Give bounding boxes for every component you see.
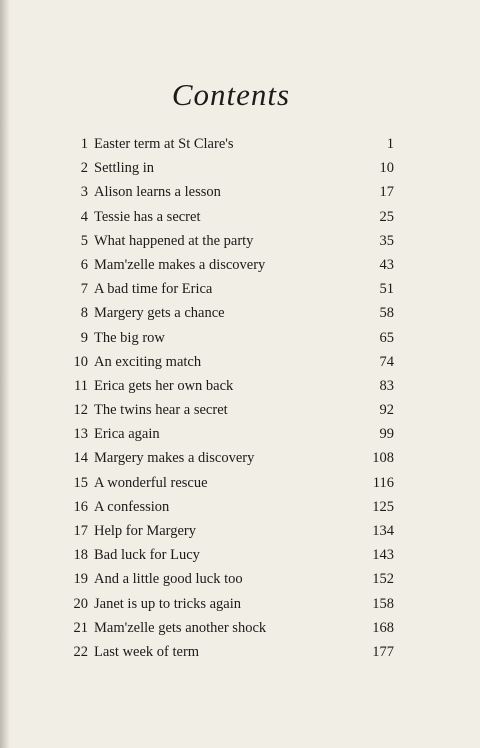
page-number: 116 <box>372 474 394 491</box>
chapter-title: Janet is up to tricks again <box>94 595 241 612</box>
toc-entry <box>60 180 394 204</box>
chapter-title: A confession <box>94 498 170 515</box>
toc-entry <box>60 205 394 229</box>
chapter-number: 8 <box>80 305 88 322</box>
chapter-title: Easter term at St Clare's <box>94 136 234 152</box>
page-number: 108 <box>372 450 394 467</box>
page-number: 43 <box>379 256 394 273</box>
chapter-title: A wonderful rescue <box>94 474 208 491</box>
chapter-title: A bad time for Erica <box>94 281 213 298</box>
toc-entry <box>60 495 394 519</box>
page-number: 168 <box>372 619 394 636</box>
chapter-title: Mam'zelle makes a discovery <box>94 256 266 273</box>
chapter-number: 19 <box>73 571 88 588</box>
page-number: 51 <box>379 281 394 298</box>
toc-entry <box>60 640 394 664</box>
toc-entry <box>60 132 394 156</box>
chapter-title: Mam'zelle gets another shock <box>94 619 267 636</box>
toc-entry <box>60 519 394 543</box>
page-number: 65 <box>379 329 394 346</box>
chapter-number: 9 <box>80 329 88 346</box>
page-number: 92 <box>379 402 394 419</box>
chapter-number: 14 <box>73 450 88 467</box>
toc-entry <box>60 156 394 180</box>
toc-entry <box>60 543 394 567</box>
page-number: 25 <box>379 208 394 225</box>
chapter-title: Erica again <box>94 426 160 443</box>
table-of-contents <box>60 132 394 664</box>
toc-entry <box>60 277 394 301</box>
chapter-number: 22 <box>73 643 88 660</box>
toc-entry <box>60 616 394 640</box>
chapter-number: 11 <box>74 377 88 394</box>
chapter-number: 2 <box>80 160 88 177</box>
page-number: 58 <box>379 305 394 322</box>
chapter-number: 21 <box>73 619 88 636</box>
page-number: 143 <box>372 547 394 564</box>
chapter-number: 4 <box>80 208 88 225</box>
chapter-title: Tessie has a secret <box>94 208 201 225</box>
toc-entry <box>60 350 394 374</box>
toc-entry <box>60 567 394 591</box>
chapter-number: 3 <box>80 184 88 201</box>
chapter-number: 17 <box>73 523 88 539</box>
page-number: 17 <box>379 184 394 201</box>
chapter-number: 7 <box>80 281 88 298</box>
toc-entry <box>60 229 394 253</box>
chapter-title: Settling in <box>94 160 155 177</box>
chapter-number: 12 <box>73 402 88 419</box>
page-number: 74 <box>379 353 394 370</box>
chapter-title: Erica gets her own back <box>94 377 234 394</box>
toc-entry <box>60 253 394 277</box>
chapter-title: Alison learns a lesson <box>94 184 221 201</box>
chapter-title: The big row <box>94 329 165 346</box>
toc-entry <box>60 446 394 470</box>
toc-entry <box>60 592 394 616</box>
chapter-title: And a little good luck too <box>94 571 243 588</box>
page-number: 10 <box>379 160 394 177</box>
page-number: 158 <box>372 595 394 612</box>
page-number: 83 <box>379 377 394 394</box>
chapter-title: Margery gets a chance <box>94 305 225 322</box>
chapter-title: The twins hear a secret <box>94 402 228 419</box>
chapter-title: Margery makes a discovery <box>94 450 255 467</box>
page-number: 125 <box>372 498 394 515</box>
page-number: 177 <box>372 643 394 660</box>
chapter-number: 18 <box>73 547 88 564</box>
chapter-title: What happened at the party <box>94 232 254 249</box>
toc-entry <box>60 422 394 446</box>
chapter-title: Help for Margery <box>94 523 197 539</box>
chapter-number: 5 <box>80 232 88 249</box>
toc-entry <box>60 326 394 350</box>
chapter-title: Last week of term <box>94 643 200 660</box>
chapter-number: 10 <box>73 353 88 370</box>
page-title: Contents <box>171 76 291 112</box>
toc-entry <box>60 301 394 325</box>
page-number: 99 <box>379 426 394 443</box>
chapter-number: 20 <box>73 595 88 612</box>
chapter-number: 1 <box>80 136 88 152</box>
chapter-number: 13 <box>73 426 88 443</box>
page-number: 134 <box>372 523 394 539</box>
chapter-title: An exciting match <box>94 353 202 370</box>
toc-entry <box>60 398 394 422</box>
chapter-number: 15 <box>73 474 88 491</box>
chapter-number: 6 <box>80 256 88 273</box>
toc-entry <box>60 374 394 398</box>
page-number: 1 <box>386 136 394 152</box>
page-number: 35 <box>379 232 394 249</box>
toc-entry <box>60 471 394 495</box>
chapter-title: Bad luck for Lucy <box>94 547 200 564</box>
chapter-number: 16 <box>73 498 88 515</box>
page-number: 152 <box>372 571 394 588</box>
